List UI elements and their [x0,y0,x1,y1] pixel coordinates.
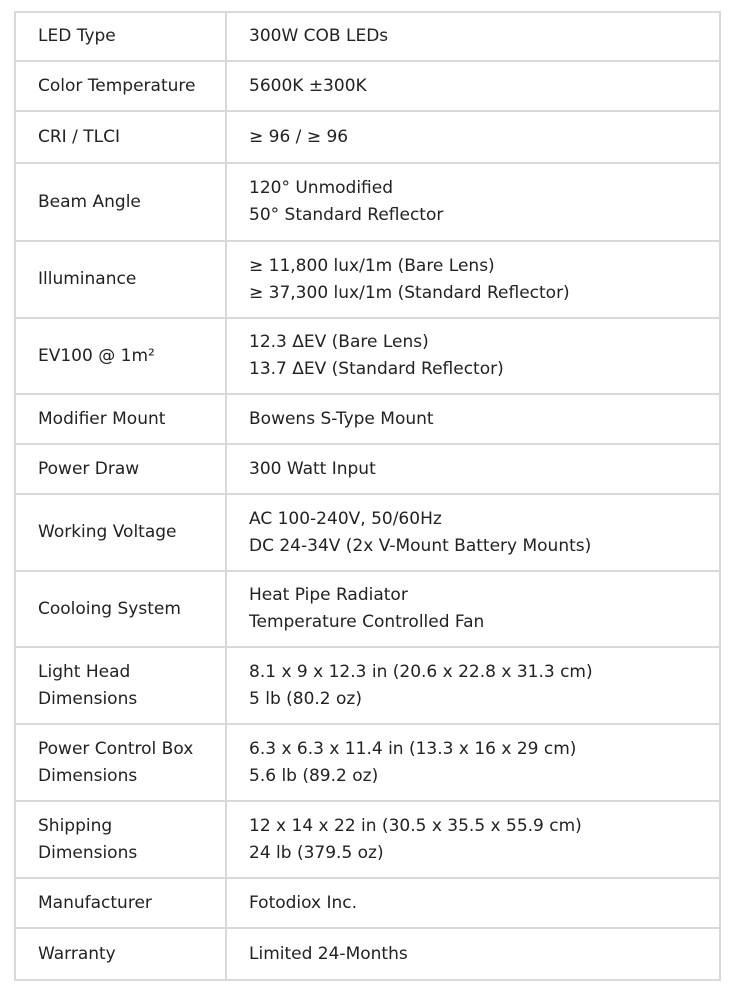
spec-value-cell [226,724,720,801]
spec-value: AC 100-240V, 50/60Hz [249,508,442,529]
spec-value-cell [226,61,720,111]
spec-label-cell [15,318,226,394]
spec-label-cell [15,241,226,318]
spec-value: 8.1 x 9 x 12.3 in (20.6 x 22.8 x 31.3 cm) [249,661,593,682]
spec-value: 300 Watt Input [249,458,376,479]
table-row [15,394,720,444]
spec-table-body [15,12,720,980]
spec-value: Fotodiox Inc. [249,892,358,913]
spec-label-cell [15,494,226,571]
table-row [15,444,720,494]
spec-value-cell [226,571,720,647]
spec-label: Cooloing System [38,598,181,619]
spec-value: 12 x 14 x 22 in (30.5 x 35.5 x 55.9 cm) [249,815,582,836]
spec-label-cell [15,647,226,724]
spec-label: Power Control Box [38,738,194,759]
spec-value: 300W COB LEDs [249,26,389,46]
spec-label: Shipping [38,815,113,836]
table-row [15,494,720,571]
spec-value: ≥ 37,300 lux/1m (Standard Reflector) [249,282,570,303]
spec-label: Illuminance [38,269,137,289]
spec-value: ≥ 96 / ≥ 96 [249,126,349,147]
table-row [15,163,720,241]
spec-table [14,11,721,981]
spec-value: 6.3 x 6.3 x 11.4 in (13.3 x 16 x 29 cm) [249,738,577,759]
spec-value-cell [226,878,720,928]
spec-label-cell [15,394,226,444]
spec-label-cell [15,724,226,801]
spec-value: 5 lb (80.2 oz) [249,688,362,709]
spec-label-cell [15,111,226,163]
spec-label: Dimensions [38,842,138,863]
spec-label: Power Draw [38,458,140,479]
spec-label-cell [15,801,226,878]
table-row [15,724,720,801]
spec-label-cell [15,61,226,111]
spec-label-cell [15,571,226,647]
spec-value-cell [226,394,720,444]
spec-label: Working Voltage [38,522,177,542]
spec-label: Manufacturer [38,892,152,913]
spec-value-cell [226,318,720,394]
spec-label: Dimensions [38,765,138,786]
spec-value-cell [226,928,720,980]
spec-label-cell [15,878,226,928]
table-row [15,318,720,394]
spec-value-cell [226,444,720,494]
table-row [15,878,720,928]
spec-label: CRI / TLCI [38,126,120,147]
spec-value-cell [226,163,720,241]
spec-value: 12.3 ΔEV (Bare Lens) [249,332,429,352]
table-row [15,61,720,111]
spec-value: Bowens S-Type Mount [249,408,434,429]
spec-label: Modifier Mount [38,408,166,429]
table-row [15,928,720,980]
table-row [15,241,720,318]
spec-value: Heat Pipe Radiator [249,585,408,605]
spec-label-cell [15,163,226,241]
spec-value: 13.7 ΔEV (Standard Reflector) [249,359,504,379]
spec-label: Beam Angle [38,191,141,212]
table-row [15,801,720,878]
spec-value-cell [226,801,720,878]
spec-value: 5.6 lb (89.2 oz) [249,765,379,786]
spec-label: Color Temperature [38,75,196,96]
spec-value-cell [226,12,720,61]
spec-label: Light Head [38,661,131,682]
spec-label: Dimensions [38,688,138,709]
spec-value: Temperature Controlled Fan [249,612,485,632]
spec-value-cell [226,494,720,571]
spec-label: LED Type [38,26,116,46]
spec-label: EV100 @ 1m² [38,345,155,366]
spec-value: 5600K ±300K [249,75,367,96]
spec-value: ≥ 11,800 lux/1m (Bare Lens) [249,255,495,276]
spec-value-cell [226,111,720,163]
table-row [15,571,720,647]
spec-value-cell [226,241,720,318]
spec-value: DC 24-34V (2x V-Mount Battery Mounts) [249,535,592,556]
table-row [15,12,720,61]
spec-value: Limited 24-Months [249,943,408,964]
spec-value: 50° Standard Reflector [249,205,444,225]
spec-label-cell [15,12,226,61]
spec-label-cell [15,444,226,494]
spec-label-cell [15,928,226,980]
spec-value-cell [226,647,720,724]
spec-value: 120° Unmodified [249,178,394,198]
table-row [15,111,720,163]
table-row [15,647,720,724]
spec-value: 24 lb (379.5 oz) [249,842,384,863]
spec-label: Warranty [38,943,116,964]
